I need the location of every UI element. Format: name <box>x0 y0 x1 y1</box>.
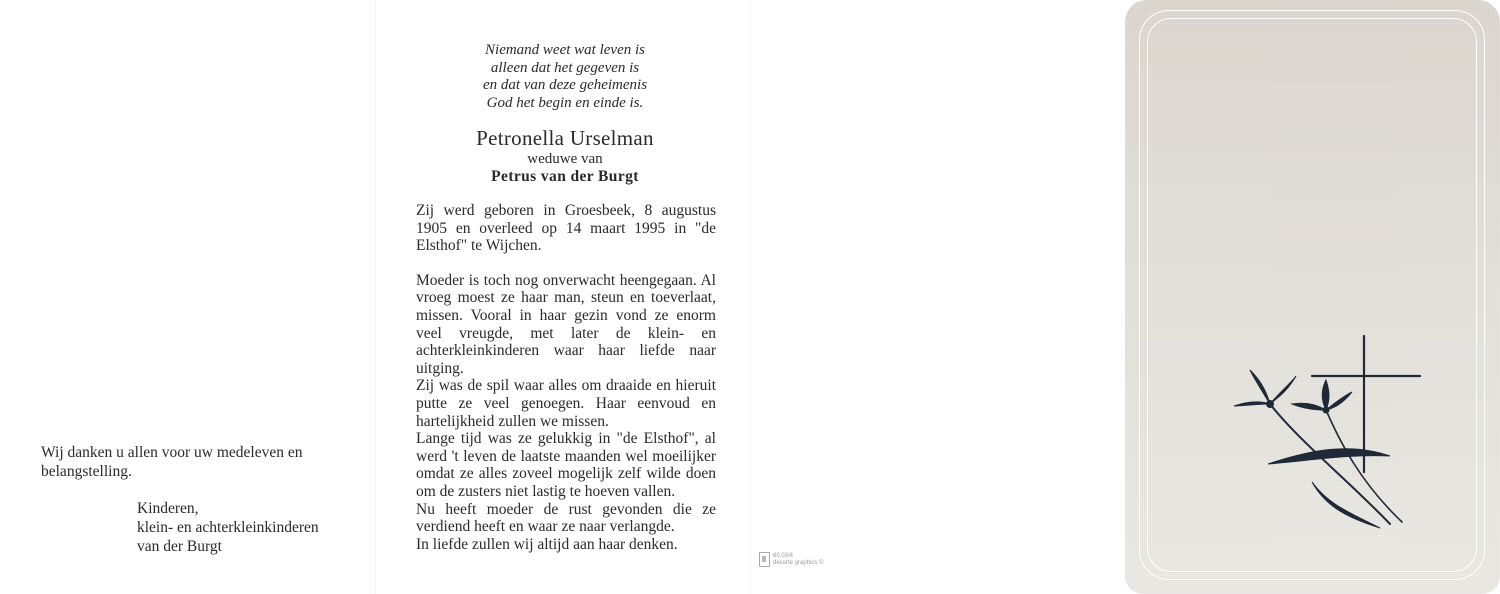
thanks-text: Wij danken u allen voor uw medeleven en belangstelling. <box>41 444 303 480</box>
deceased-name: Petronella Urselman <box>476 126 654 150</box>
poem-line: Niemand weet wat leven is <box>485 42 645 58</box>
fold-line <box>375 0 376 594</box>
signature-line: van der Burgt <box>137 538 222 555</box>
thanks-panel <box>0 0 375 594</box>
memorial-paragraph: Moeder is toch nog onverwacht heengegaan. Al vroeg moest ze haar man, steun en toeverlaat, missen. Vooral in haar gezin vond ze enorm veel vreugde, met later de klein- en achterkleinkinderen waar haar liefde naar uitging. <box>416 271 716 377</box>
signature-line: klein- en achterkleinkinderen <box>137 519 319 536</box>
husband-name: Petrus van der Burgt <box>491 168 639 185</box>
cover-panel <box>1125 0 1500 594</box>
poem <box>415 42 715 112</box>
poem-line: alleen dat het gegeven is <box>490 59 640 76</box>
signature <box>137 499 367 556</box>
widow-of-label: weduwe van <box>527 151 603 167</box>
printer-brand: decorte graphics © <box>773 559 824 566</box>
poem-line: en dat van deze geheimenis <box>482 77 648 93</box>
printer-logo-icon <box>759 552 770 567</box>
back-panel <box>750 0 1125 594</box>
memorial-paragraph: Zij was de spil waar alles om draaide en hieruit putte ze veel genoegen. Haar eenvoud en hartelijkheid zullen we missen. <box>416 377 716 430</box>
memorial-text <box>416 202 716 553</box>
printer-code: 60.03/4 <box>773 552 794 559</box>
memorial-paragraph: Nu heeft moeder de rust gevonden die ze verdiend heeft en waar ze naar verlangde. <box>416 500 716 536</box>
memorial-paragraph: In liefde zullen wij altijd aan haar denken. <box>416 535 678 553</box>
poem-line: God het begin en einde is. <box>486 94 644 111</box>
cover-background <box>1125 0 1500 594</box>
memorial-paragraph: Lange tijd was ze gelukkig in "de Elsthof", al werd 't leven de laatste maanden wel moeilijker omdat ze alles zoveel mogelijk zelf wilde doen om de zusters niet lastig te hoeven vallen. <box>416 430 716 500</box>
printer-mark <box>759 552 823 567</box>
memorial-panel <box>375 0 750 594</box>
signature-line: Kinderen, <box>137 500 199 517</box>
memorial-paragraph: Zij werd geboren in Groesbeek, 8 augustus 1905 en overleed op 14 maart 1995 in "de Elsthof" te Wijchen. <box>416 202 716 255</box>
cross-with-flowers-icon <box>1230 332 1430 532</box>
fold-line <box>750 0 751 594</box>
